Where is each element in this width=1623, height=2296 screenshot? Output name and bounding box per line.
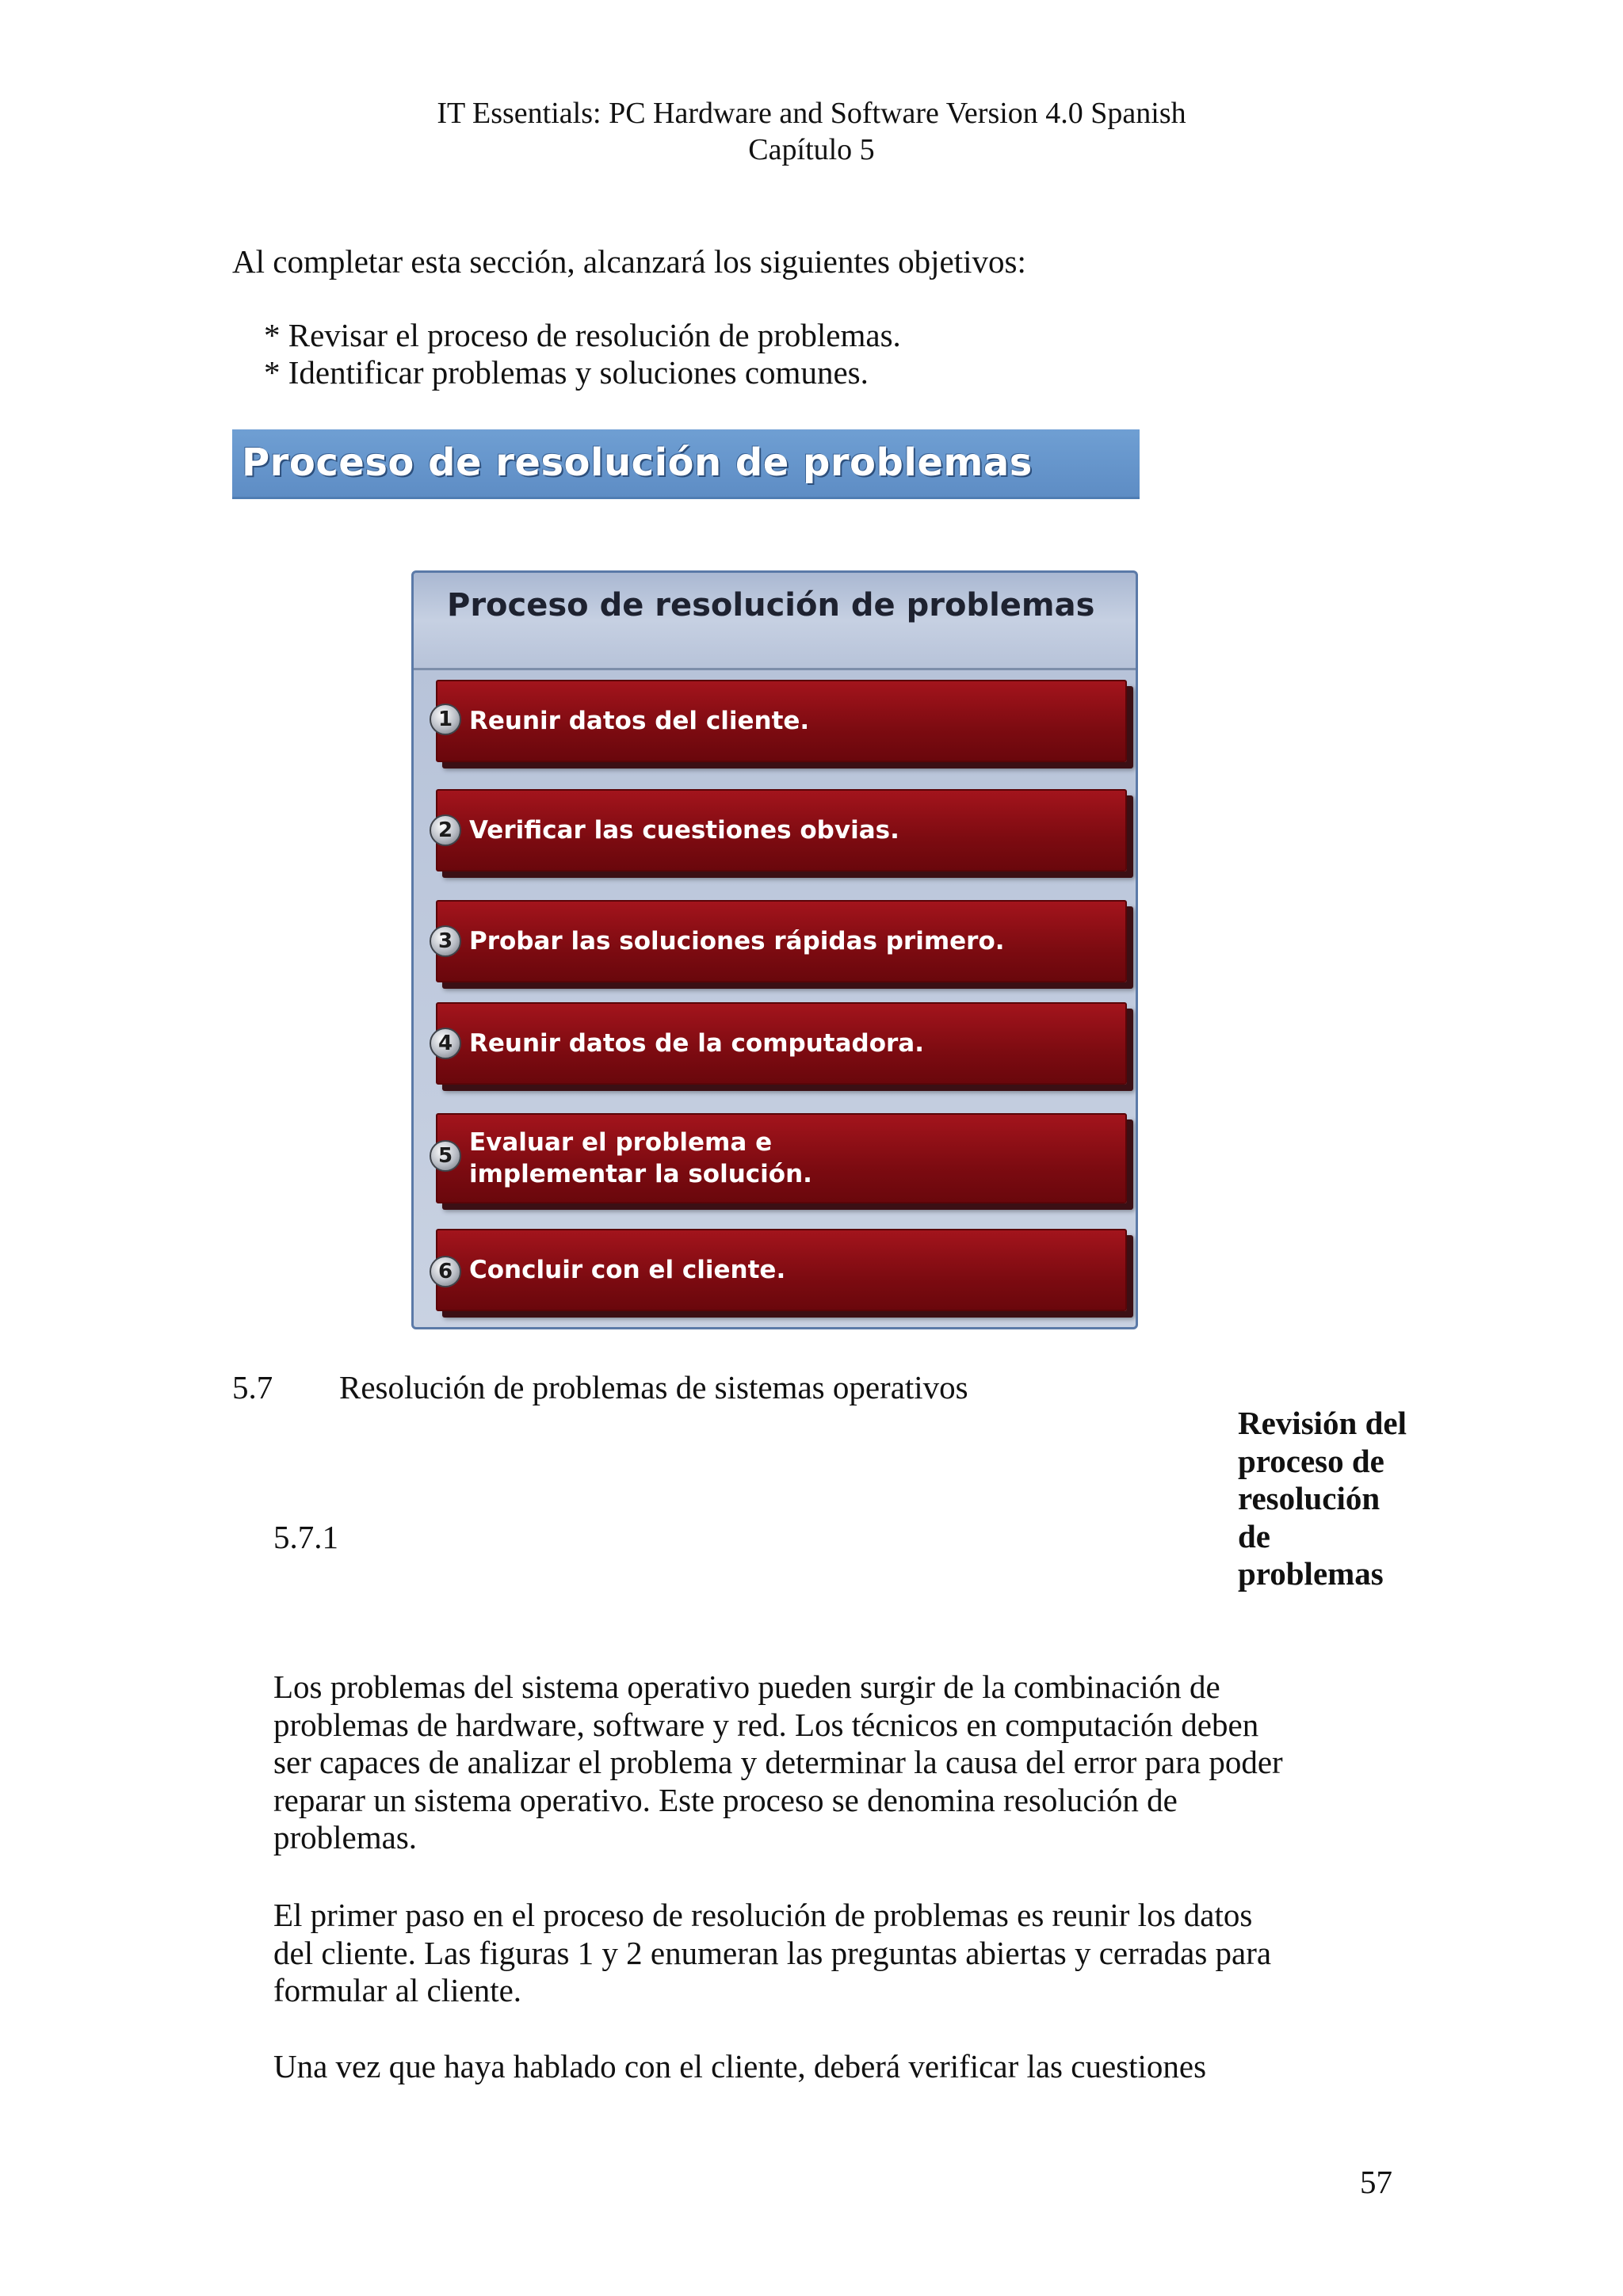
objective-item: * Revisar el proceso de resolución de problemas.: [264, 317, 901, 353]
step-number-badge: 6: [430, 1256, 461, 1287]
process-step-label: Reunir datos del cliente.: [469, 707, 810, 735]
step-number-badge: 3: [430, 925, 461, 957]
troubleshooting-process-diagram: [411, 570, 1138, 1329]
process-step-2: [436, 789, 1127, 871]
subsection-number: 5.7.1: [273, 1519, 338, 1555]
section-banner-title: Proceso de resolución de problemas: [242, 441, 1033, 485]
process-step-1: [436, 680, 1127, 762]
page-number: 57: [1360, 2164, 1392, 2200]
subsection-heading: Revisión del proceso de resolución de problemas: [1238, 1405, 1407, 1592]
document-header-title: IT Essentials: PC Hardware and Software Version 4.0 Spanish: [437, 97, 1186, 130]
step-number-badge: 4: [430, 1028, 461, 1059]
step-number-badge: 2: [430, 814, 461, 846]
step-number-badge: 5: [430, 1140, 461, 1172]
document-header-chapter: Capítulo 5: [748, 133, 875, 166]
objectives-intro: Al completar esta sección, alcanzará los siguientes objetivos:: [232, 243, 1026, 280]
process-step-6: [436, 1229, 1127, 1311]
process-step-5: [436, 1113, 1127, 1203]
body-paragraph: El primer paso en el proceso de resolución de problemas es reunir los datos del cliente. Las figuras 1 y 2 enumeran las preguntas abiertas y cerradas para formular al cliente.: [273, 1897, 1272, 2008]
process-step-label: Probar las soluciones rápidas primero.: [469, 927, 1005, 955]
process-step-label: Verificar las cuestiones obvias.: [469, 816, 899, 845]
section-banner: [232, 429, 1140, 499]
diagram-divider: [414, 668, 1136, 670]
body-paragraph: Una vez que haya hablado con el cliente, deberá verificar las cuestiones: [273, 2048, 1207, 2084]
process-step-label: Evaluar el problema e implementar la solución.: [469, 1128, 812, 1188]
diagram-title: Proceso de resolución de problemas: [447, 587, 1095, 624]
process-step-label: Concluir con el cliente.: [469, 1256, 786, 1284]
process-step-label: Reunir datos de la computadora.: [469, 1029, 924, 1058]
objective-item: * Identificar problemas y soluciones comunes.: [264, 354, 869, 391]
section-title: Resolución de problemas de sistemas operativos: [339, 1369, 968, 1405]
process-step-4: [436, 1002, 1127, 1085]
process-step-3: [436, 900, 1127, 982]
body-paragraph: Los problemas del sistema operativo pueden surgir de la combinación de problemas de hardware, software y red. Los técnicos en computación deben ser capaces de analizar el problema y determinar la causa del error para poder reparar un sistema operativo. Este proceso se denomina resolución de problemas.: [273, 1669, 1283, 1855]
section-number: 5.7: [232, 1369, 273, 1405]
step-number-badge: 1: [430, 704, 461, 735]
